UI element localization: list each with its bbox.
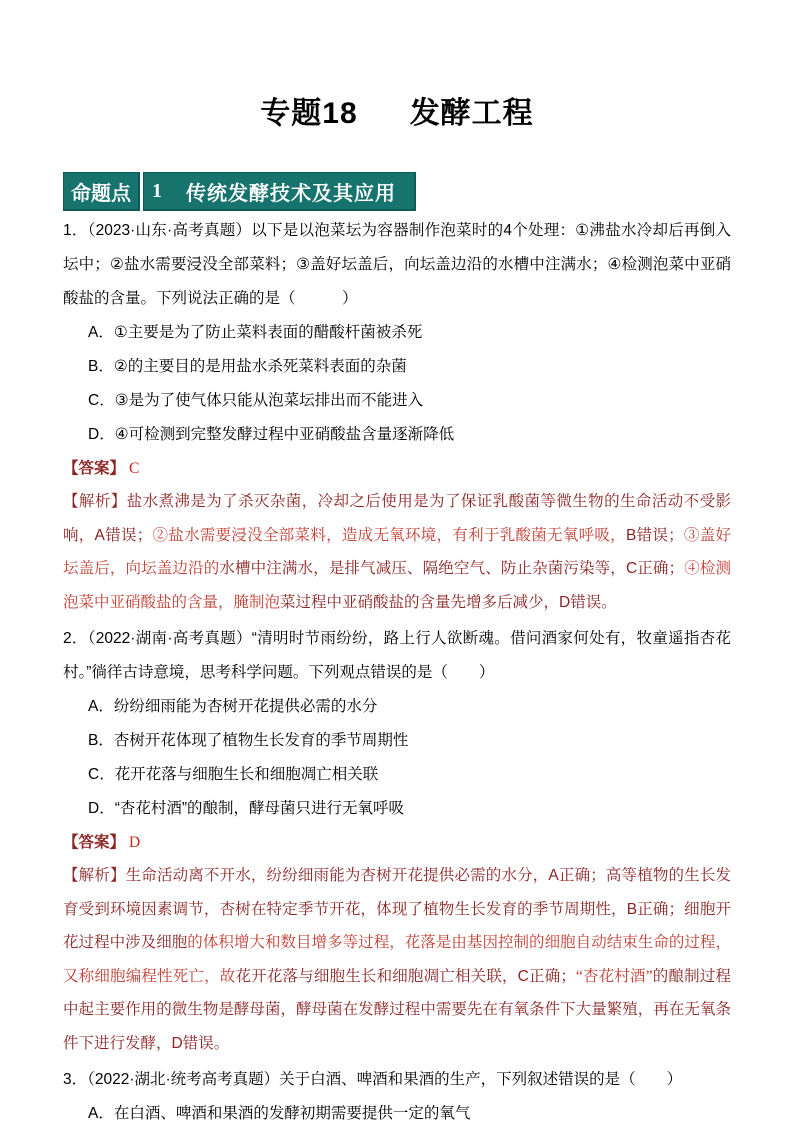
option-d: D．“杏花村酒”的酿制，酵母菌只进行无氧呼吸: [88, 800, 405, 817]
analysis-segment: ③盖好坛盖后，向坛盖边沿的: [63, 526, 731, 577]
answer-line: [63, 452, 731, 485]
analysis-segment: 水槽中注满水，是排气减压、隔绝空气、防止杂菌污染等，C正确；: [219, 560, 685, 577]
answer-line: [63, 826, 731, 859]
analysis-segment: 的酿制过程中起主要作用的微生物是酵母菌，酵母菌在发酵过程中需要先在有氧条件下大量繁殖，再在无氧条件下进行发酵，D错误。: [63, 967, 731, 1052]
option-b: B．杏树开花体现了植物生长发育的季节周期性: [88, 732, 409, 749]
badge-label: 命题点: [63, 172, 140, 211]
answer-label: 【答案】: [63, 460, 126, 477]
question-stem: 2．（2022·湖南·高考真题）“清明时节雨纷纷，路上行人欲断魂。借问酒家何处有，牧童遥指杏花村。”徜徉古诗意境，思考科学问题。下列观点错误的是（ ）: [63, 630, 731, 681]
analysis-segment: ②盐水需要浸没全部菜料，造成无氧环境，有利于乳酸菌无氧呼吸，: [152, 526, 626, 544]
analysis-segment: ④检测泡菜中亚硝酸盐的含量，腌制泡: [63, 560, 731, 611]
page-title-topic: 专题18: [260, 97, 358, 130]
analysis-segment: 菜过程中亚硝酸盐的含量先增多后减少，D错误。: [280, 593, 617, 611]
analysis-segment: 花开花落与细胞生长和细胞凋亡相关联，C正确；: [235, 967, 576, 985]
analysis-segment: 【解析】盐水煮沸是为了杀灭杂菌，冷却之后使用是为了保证乳酸菌等微生物的生命活动不受影响，A错误；: [63, 493, 731, 544]
option-d: D．④可检测到完整发酵过程中亚硝酸盐含量逐渐降低: [88, 426, 455, 443]
badge-title-box: [143, 172, 416, 211]
analysis-segment: 【解析】生命活动离不开水，纷纷细雨能为杏树开花提供必需的水分，A正确；高等植物的生长发育受到环境因素调节，杏树在特定季节开花，体现了植物生长发育的季节周期性，B正确；细胞开花过程中涉及细胞: [63, 867, 731, 951]
question-stem: 3．（2022·湖北·统考高考真题）关于白酒、啤酒和果酒的生产，下列叙述错误的是（ ）: [63, 1071, 683, 1088]
option-c: C．③是为了使气体只能从泡菜坛排出而不能进入: [88, 392, 424, 409]
question-stem: 1．（2023·山东·高考真题）以下是以泡菜坛为容器制作泡菜时的4个处理：①沸盐水冷却后再倒入坛中；②盐水需要浸没全部菜料；③盖好坛盖后，向坛盖边沿的水槽中注满水；④检测泡菜中亚硝酸盐的含量。下列说法正确的是（ ）: [63, 222, 731, 307]
badge-title: 传统发酵技术及其应用: [186, 182, 396, 205]
option-c: C．花开花落与细胞生长和细胞凋亡相关联: [88, 766, 379, 783]
option-a: A．在白酒、啤酒和果酒的发酵初期需要提供一定的氧气: [88, 1105, 471, 1122]
analysis-segment: B错误；: [625, 526, 684, 544]
section-badge: [63, 172, 731, 211]
analysis-text: [63, 485, 731, 619]
answer-label: 【答案】: [63, 834, 126, 851]
analysis-text: [63, 859, 731, 1060]
answer-value: D: [129, 834, 141, 851]
question-block-1: [63, 214, 731, 619]
page-title: [63, 92, 731, 136]
analysis-segment: 的体积增大和数目增多等过程，花落是由基因控制的细胞自动结束生命的过程，又称细胞编程性死亡，故: [63, 934, 731, 985]
option-a: A．①主要是为了防止菜料表面的醋酸杆菌被杀死: [88, 324, 423, 341]
question-block-3: [63, 1063, 731, 1131]
option-a: A．纷纷细雨能为杏树开花提供必需的水分: [88, 698, 378, 715]
page-title-subject: 发酵工程: [409, 97, 534, 130]
badge-number: 1: [152, 179, 162, 202]
answer-value: C: [129, 460, 140, 477]
question-block-2: [63, 622, 731, 1060]
analysis-segment: “杏花村酒”: [575, 967, 653, 985]
option-b: B．②的主要目的是用盐水杀死菜料表面的杂菌: [88, 358, 407, 375]
